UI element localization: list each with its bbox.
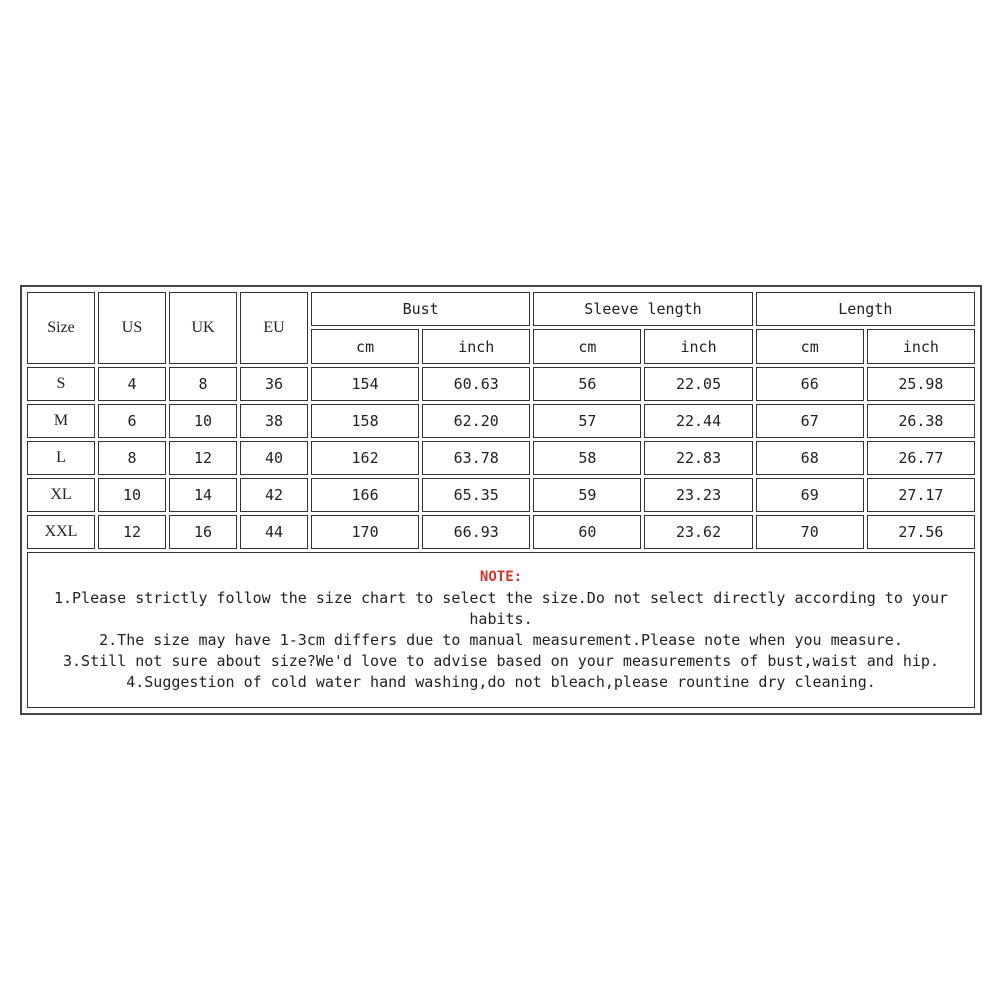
- cell-uk: 8: [169, 367, 237, 401]
- header-us: US: [98, 292, 166, 364]
- cell-sleeve-inch: 23.62: [644, 515, 752, 549]
- note-title: NOTE:: [479, 569, 523, 585]
- cell-bust-inch: 63.78: [422, 441, 530, 475]
- cell-size: L: [27, 441, 95, 475]
- cell-sleeve-inch: 22.05: [644, 367, 752, 401]
- cell-bust-inch: 62.20: [422, 404, 530, 438]
- note-line: 2.The size may have 1-3cm differs due to manual measurement.Please note when you measure.: [99, 631, 903, 649]
- header-bust: Bust: [311, 292, 530, 326]
- notes-box: [27, 552, 975, 708]
- header-row-groups: [27, 292, 975, 326]
- note-line: 4.Suggestion of cold water hand washing,do not bleach,please rountine dry cleaning.: [126, 673, 876, 691]
- table-row: [27, 515, 975, 549]
- unit-sleeve-cm: cm: [533, 329, 641, 364]
- unit-sleeve-inch: inch: [644, 329, 752, 364]
- table-row: [27, 478, 975, 512]
- cell-us: 10: [98, 478, 166, 512]
- cell-sleeve-cm: 57: [533, 404, 641, 438]
- cell-length-cm: 69: [756, 478, 864, 512]
- cell-bust-inch: 65.35: [422, 478, 530, 512]
- cell-sleeve-inch: 22.44: [644, 404, 752, 438]
- table-row: [27, 367, 975, 401]
- cell-us: 6: [98, 404, 166, 438]
- cell-sleeve-cm: 56: [533, 367, 641, 401]
- header-length: Length: [756, 292, 975, 326]
- unit-bust-inch: inch: [422, 329, 530, 364]
- header-uk: UK: [169, 292, 237, 364]
- cell-bust-cm: 166: [311, 478, 419, 512]
- cell-uk: 10: [169, 404, 237, 438]
- note-line: 1.Please strictly follow the size chart to select the size.Do not select directly according to your habits.: [53, 589, 949, 628]
- size-chart: [20, 285, 982, 715]
- cell-bust-inch: 66.93: [422, 515, 530, 549]
- cell-sleeve-cm: 59: [533, 478, 641, 512]
- cell-eu: 42: [240, 478, 308, 512]
- cell-sleeve-cm: 58: [533, 441, 641, 475]
- cell-size: XL: [27, 478, 95, 512]
- cell-uk: 12: [169, 441, 237, 475]
- cell-uk: 14: [169, 478, 237, 512]
- cell-length-cm: 70: [756, 515, 864, 549]
- cell-eu: 44: [240, 515, 308, 549]
- cell-length-cm: 68: [756, 441, 864, 475]
- cell-eu: 40: [240, 441, 308, 475]
- table-row: [27, 441, 975, 475]
- cell-uk: 16: [169, 515, 237, 549]
- cell-us: 12: [98, 515, 166, 549]
- cell-bust-cm: 158: [311, 404, 419, 438]
- cell-size: XXL: [27, 515, 95, 549]
- cell-size: M: [27, 404, 95, 438]
- cell-sleeve-cm: 60: [533, 515, 641, 549]
- unit-length-cm: cm: [756, 329, 864, 364]
- cell-bust-inch: 60.63: [422, 367, 530, 401]
- cell-length-cm: 67: [756, 404, 864, 438]
- cell-length-inch: 26.77: [867, 441, 975, 475]
- cell-length-inch: 27.56: [867, 515, 975, 549]
- cell-sleeve-inch: 23.23: [644, 478, 752, 512]
- cell-length-inch: 27.17: [867, 478, 975, 512]
- unit-bust-cm: cm: [311, 329, 419, 364]
- header-size: Size: [27, 292, 95, 364]
- cell-eu: 36: [240, 367, 308, 401]
- unit-length-inch: inch: [867, 329, 975, 364]
- cell-length-inch: 25.98: [867, 367, 975, 401]
- cell-eu: 38: [240, 404, 308, 438]
- cell-bust-cm: 154: [311, 367, 419, 401]
- size-table: [24, 289, 978, 552]
- cell-length-inch: 26.38: [867, 404, 975, 438]
- note-line: 3.Still not sure about size?We'd love to advise based on your measurements of bust,waist and hip.: [63, 652, 939, 670]
- cell-bust-cm: 170: [311, 515, 419, 549]
- cell-bust-cm: 162: [311, 441, 419, 475]
- header-eu: EU: [240, 292, 308, 364]
- cell-length-cm: 66: [756, 367, 864, 401]
- table-row: [27, 404, 975, 438]
- cell-size: S: [27, 367, 95, 401]
- cell-us: 8: [98, 441, 166, 475]
- header-sleeve-length: Sleeve length: [533, 292, 752, 326]
- cell-sleeve-inch: 22.83: [644, 441, 752, 475]
- cell-us: 4: [98, 367, 166, 401]
